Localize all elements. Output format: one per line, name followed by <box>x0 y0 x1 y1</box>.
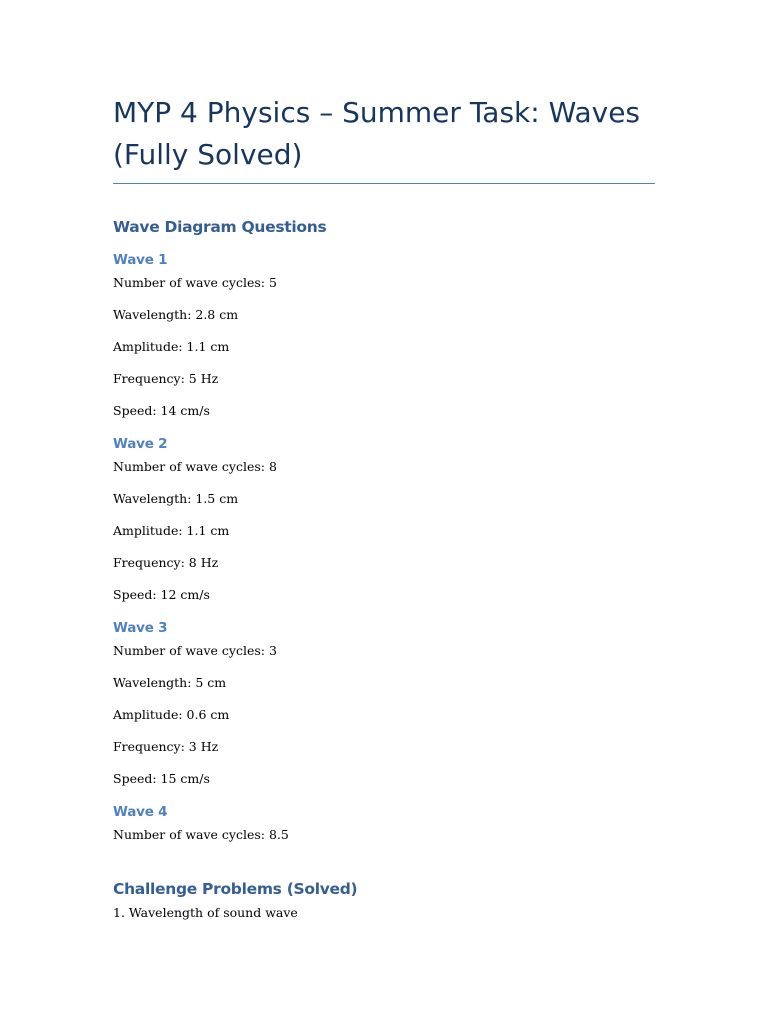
wave-property-line: Wavelength: 1.5 cm <box>113 491 239 506</box>
wave-property-line: Frequency: 3 Hz <box>113 739 219 754</box>
section-heading-wave-diagram-questions: Wave Diagram Questions <box>113 218 327 236</box>
wave-property-line: Amplitude: 1.1 cm <box>113 339 230 354</box>
wave-property-line: Frequency: 5 Hz <box>113 371 219 386</box>
document-page <box>113 92 655 936</box>
wave-block <box>113 250 655 434</box>
wave-property-line: Number of wave cycles: 3 <box>113 643 277 658</box>
wave-block <box>113 434 655 618</box>
wave-property-line: Amplitude: 0.6 cm <box>113 707 230 722</box>
wave-property-line: Wavelength: 5 cm <box>113 675 227 690</box>
wave-property-line: Number of wave cycles: 8 <box>113 459 277 474</box>
wave-property-line: Number of wave cycles: 8.5 <box>113 827 289 842</box>
wave-property-line: Amplitude: 1.1 cm <box>113 523 230 538</box>
wave-property-line: Wavelength: 2.8 cm <box>113 307 239 322</box>
challenge-item: 1. Wavelength of sound wave <box>113 905 298 920</box>
wave-block <box>113 618 655 802</box>
document-title: MYP 4 Physics – Summer Task: Waves (Fully Solved) <box>113 92 655 184</box>
wave-heading: Wave 2 <box>113 436 168 452</box>
wave-property-line: Number of wave cycles: 5 <box>113 275 277 290</box>
wave-block <box>113 802 655 858</box>
wave-heading: Wave 4 <box>113 804 168 820</box>
wave-list <box>113 250 655 858</box>
section-heading-challenge-problems: Challenge Problems (Solved) <box>113 880 358 898</box>
wave-property-line: Speed: 14 cm/s <box>113 403 210 418</box>
wave-heading: Wave 3 <box>113 620 168 636</box>
challenge-list <box>113 904 655 936</box>
wave-property-line: Frequency: 8 Hz <box>113 555 219 570</box>
wave-heading: Wave 1 <box>113 252 168 268</box>
wave-property-line: Speed: 15 cm/s <box>113 771 210 786</box>
wave-property-line: Speed: 12 cm/s <box>113 587 210 602</box>
